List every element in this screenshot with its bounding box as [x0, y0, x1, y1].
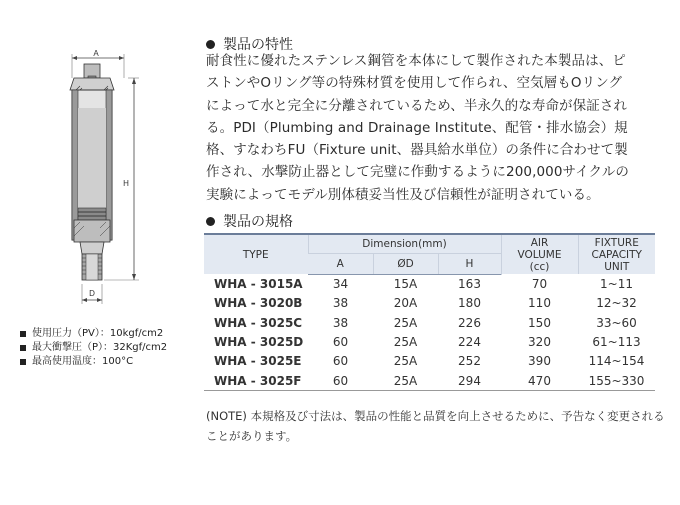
table-row	[204, 332, 655, 351]
fixture-header-line: UNIT	[604, 260, 630, 273]
spec-label: 使用圧力（PV）：10kgf/cm2	[32, 328, 164, 339]
square-bullet-icon	[20, 359, 26, 365]
air-header-line: VOLUME	[517, 248, 562, 261]
dimension-a-label: A	[93, 49, 99, 58]
table-row	[204, 274, 655, 294]
cell-fixture: 33~60	[596, 315, 637, 330]
cell-type: WHA - 3025C	[214, 315, 303, 330]
spec-label: 最大衝撃圧（P）：32Kgf/cm2	[32, 342, 168, 353]
cell-air: 470	[501, 371, 578, 391]
spec-item	[20, 327, 167, 341]
features-line: 耐食性に優れたステンレス鋼管を本体にして製作された本製品は、ピ	[206, 53, 626, 69]
cell-a: 34	[332, 277, 349, 292]
product-drawing	[44, 48, 164, 310]
col-header-dimension: Dimension(mm)	[308, 234, 501, 253]
table-row	[204, 313, 655, 332]
features-line: 格、すなわちFU（Fixture unit、器具給水単位）の条件に合わせて製	[206, 142, 628, 159]
cell-h: 226	[458, 315, 481, 330]
cell-d: 20A	[393, 296, 418, 311]
cell-fixture: 12~32	[596, 296, 637, 311]
spec-table	[204, 233, 655, 391]
cell-air: 70	[531, 276, 548, 291]
dimension-h-label: H	[123, 179, 129, 188]
table-row	[204, 371, 655, 391]
table-row	[204, 294, 655, 313]
square-bullet-icon	[20, 331, 26, 337]
cell-fixture: 1~11	[600, 276, 633, 291]
cell-air: 110	[528, 296, 551, 311]
features-line: 作され、水撃防止器として完璧に作動するように200,000サイクルの	[206, 164, 629, 181]
features-line: 実験によってモデル別体積妥当性及び信頼性が証明されている。	[206, 186, 600, 203]
cell-h: 180	[458, 296, 481, 311]
spec-label: 最高使用温度：100°C	[32, 356, 134, 367]
col-header-h: H	[438, 253, 501, 274]
features-line: る。PDI（Plumbing and Drainage Institute、配管・排水協会）規	[206, 119, 628, 136]
cell-type: WHA - 3025E	[214, 354, 302, 369]
cell-a: 38	[332, 315, 349, 330]
cell-type: WHA - 3025F	[204, 371, 308, 391]
col-header-d: ØD	[373, 253, 438, 274]
cell-air: 320	[528, 335, 551, 350]
spec-table-heading	[206, 211, 293, 231]
cell-h: 294	[438, 371, 501, 391]
dimension-d-label: D	[89, 289, 95, 298]
cell-h: 224	[458, 335, 481, 350]
cell-fixture: 61~113	[592, 335, 641, 350]
fixture-header-line: FIXTURE	[594, 236, 639, 249]
cell-a: 60	[308, 371, 373, 391]
features-heading-text: 製品の特性	[223, 37, 293, 53]
cell-a: 38	[332, 296, 349, 311]
bullet-icon	[206, 217, 215, 226]
cell-h: 163	[458, 277, 481, 292]
cell-air: 390	[528, 354, 551, 369]
spec-table-heading-text: 製品の規格	[223, 214, 293, 230]
air-header-line: AIR	[530, 236, 549, 249]
cell-fixture: 114~154	[588, 354, 645, 369]
features-line: によって水と完全に分離されているため、半永久的な寿命が保証され	[206, 97, 628, 114]
cell-d: 25A	[373, 371, 438, 391]
cell-d: 25A	[393, 335, 418, 350]
bullet-icon	[206, 40, 215, 49]
features-body	[206, 50, 668, 206]
cell-d: 25A	[393, 315, 418, 330]
cell-type: WHA - 3025D	[214, 335, 304, 350]
spec-item	[20, 341, 167, 355]
cell-fixture: 155~330	[578, 371, 655, 391]
cell-air: 150	[528, 315, 551, 330]
col-header-type: TYPE	[204, 234, 308, 274]
square-bullet-icon	[20, 345, 26, 351]
spec-item	[20, 355, 167, 369]
cell-d: 15A	[393, 277, 418, 292]
col-header-fixture-unit	[578, 234, 655, 274]
note	[206, 406, 666, 446]
air-header-line: (cc)	[529, 260, 550, 273]
cell-d: 25A	[393, 354, 418, 369]
col-header-a: A	[308, 253, 373, 274]
cell-type: WHA - 3020B	[214, 296, 303, 311]
note-line: ことがあります。	[206, 429, 298, 443]
fixture-header-line: CAPACITY	[591, 248, 642, 261]
cell-h: 252	[458, 354, 481, 369]
spec-list	[20, 327, 167, 369]
cell-a: 60	[332, 354, 349, 369]
features-line: ストンやOリング等の特殊材質を使用して作られ、空気層もOリング	[206, 75, 623, 92]
cell-type: WHA - 3015A	[214, 276, 303, 291]
note-line: (NOTE) 本規格及び寸法は、製品の性能と品質を向上させるために、予告なく変更される	[206, 409, 665, 423]
table-row	[204, 352, 655, 371]
cell-a: 60	[332, 335, 349, 350]
col-header-air-volume	[501, 234, 578, 274]
